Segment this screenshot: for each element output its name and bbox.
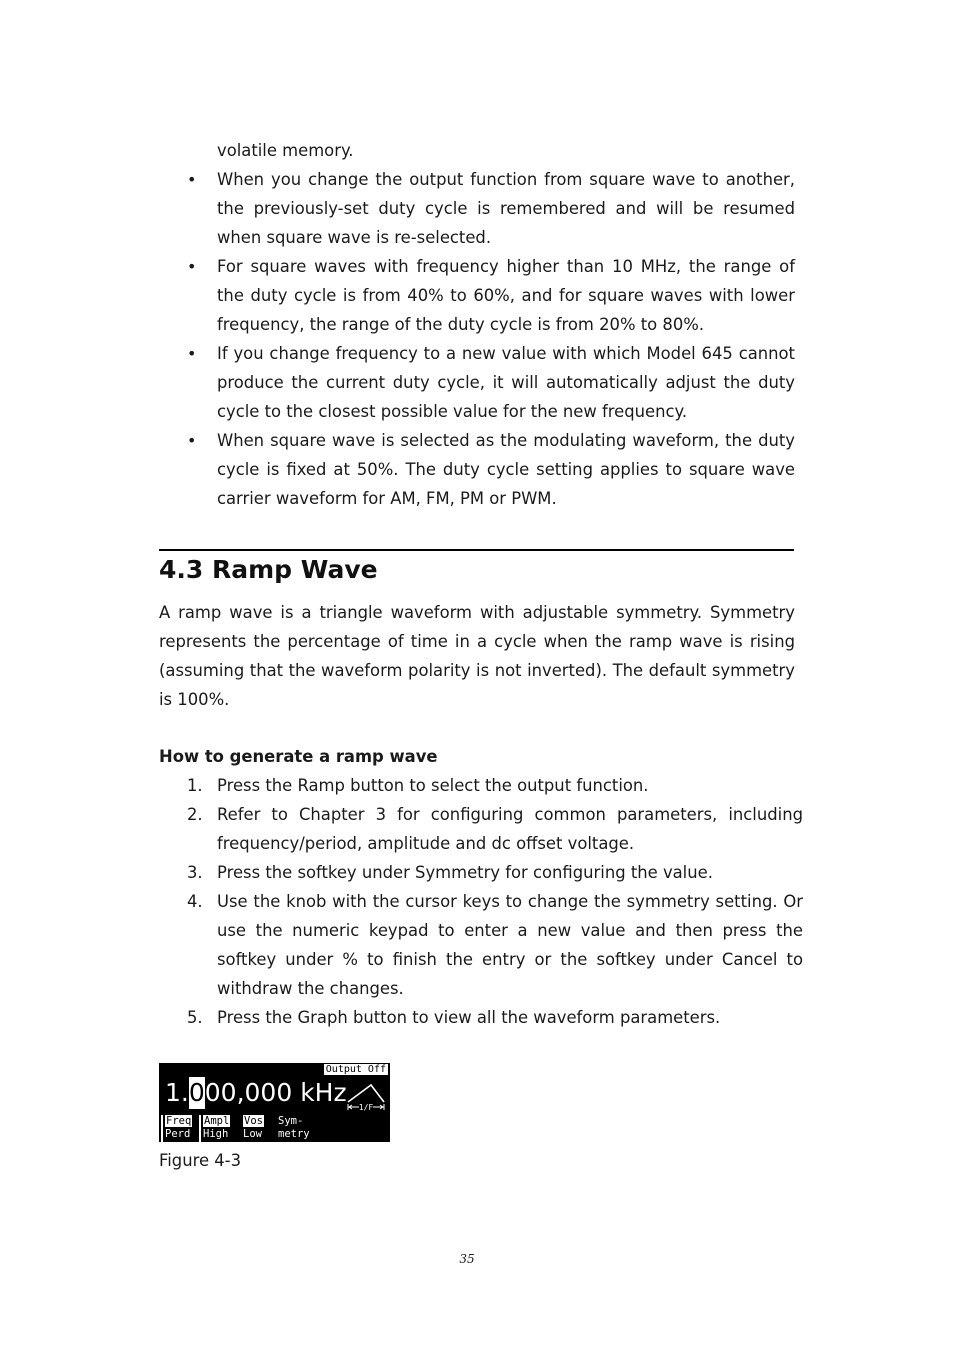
- step-item: [187, 771, 803, 800]
- softkey-symmetry-label[interactable]: metry: [278, 1128, 310, 1140]
- page-number: 35: [459, 1252, 475, 1266]
- step-item: [187, 800, 803, 858]
- period-label: 1/F: [358, 1103, 374, 1112]
- ramp-wave-icon: [345, 1078, 387, 1112]
- edit-cursor: 0: [188, 1078, 205, 1107]
- section-intro: A ramp wave is a triangle waveform with adjustable symmetry. Symmetry represents the percentage of time in a cycle when the ramp wave is rising (assuming that the waveform polarity is not inverted). The default symmetry is 100%.: [159, 603, 795, 709]
- procedure-heading: How to generate a ramp wave: [159, 747, 438, 766]
- procedure-steps: [187, 771, 803, 1032]
- step-text: Use the knob with the cursor keys to change the symmetry setting. Or use the numeric keypad to enter a new value and then press the softkey under % to finish the entry or the softkey under Cancel to withdraw the changes.: [217, 892, 803, 998]
- step-text: Press the Graph button to view all the waveform parameters.: [217, 1008, 721, 1027]
- output-status: Output Off: [325, 1064, 386, 1075]
- step-number: 4.: [187, 892, 203, 911]
- step-number: 3.: [187, 863, 203, 882]
- section-heading: 4.3 Ramp Wave: [159, 555, 378, 584]
- softkey-vos[interactable]: Vos: [244, 1115, 263, 1127]
- frequency-digits: 00,000 kHz: [204, 1078, 347, 1107]
- step-number: 1.: [187, 776, 203, 795]
- bullet-item: • For square waves with frequency higher than 10 MHz, the range of the duty cycle is from 40% to 60%, and for square waves with lower frequency, the range of the duty cycle is from 20% to 80%.: [217, 252, 795, 339]
- bullet-list: [217, 165, 795, 513]
- softkey-period[interactable]: Perd: [165, 1128, 191, 1140]
- step-number: 5.: [187, 1008, 203, 1027]
- section-divider: [159, 549, 794, 551]
- frequency-digits: 1.: [165, 1078, 189, 1107]
- instrument-display: [159, 1063, 390, 1142]
- step-item: [187, 1003, 803, 1032]
- step-number: 2.: [187, 805, 203, 824]
- softkey-divider: [199, 1115, 201, 1142]
- bullet-item: • If you change frequency to a new value with which Model 645 cannot produce the current duty cycle, it will automatically adjust the duty cycle to the closest possible value for the new frequency.: [217, 339, 795, 426]
- continued-text: volatile memory.: [217, 141, 354, 160]
- step-item: [187, 887, 803, 1003]
- softkey-ampl[interactable]: Ampl: [204, 1115, 230, 1127]
- step-text: Refer to Chapter 3 for configuring common parameters, including frequency/period, amplitude and dc offset voltage.: [217, 805, 803, 853]
- step-text: Press the softkey under Symmetry for configuring the value.: [217, 863, 713, 882]
- step-item: [187, 858, 803, 887]
- frequency-readout: [165, 1077, 347, 1109]
- step-text: Press the Ramp button to select the output function.: [217, 776, 649, 795]
- softkey-symmetry[interactable]: Sym-: [278, 1115, 304, 1127]
- bullet-item: • When square wave is selected as the modulating waveform, the duty cycle is fixed at 50%. The duty cycle setting applies to square wave carrier waveform for AM, FM, PM or PWM.: [217, 426, 795, 513]
- bullet-item: • When you change the output function from square wave to another, the previously-set duty cycle is remembered and will be resumed when square wave is re-selected.: [217, 165, 795, 252]
- figure-caption: Figure 4-3: [159, 1151, 242, 1170]
- softkey-low[interactable]: Low: [243, 1128, 262, 1140]
- softkey-divider: [161, 1115, 163, 1142]
- softkey-high[interactable]: High: [203, 1128, 229, 1140]
- softkey-freq[interactable]: Freq: [166, 1115, 192, 1127]
